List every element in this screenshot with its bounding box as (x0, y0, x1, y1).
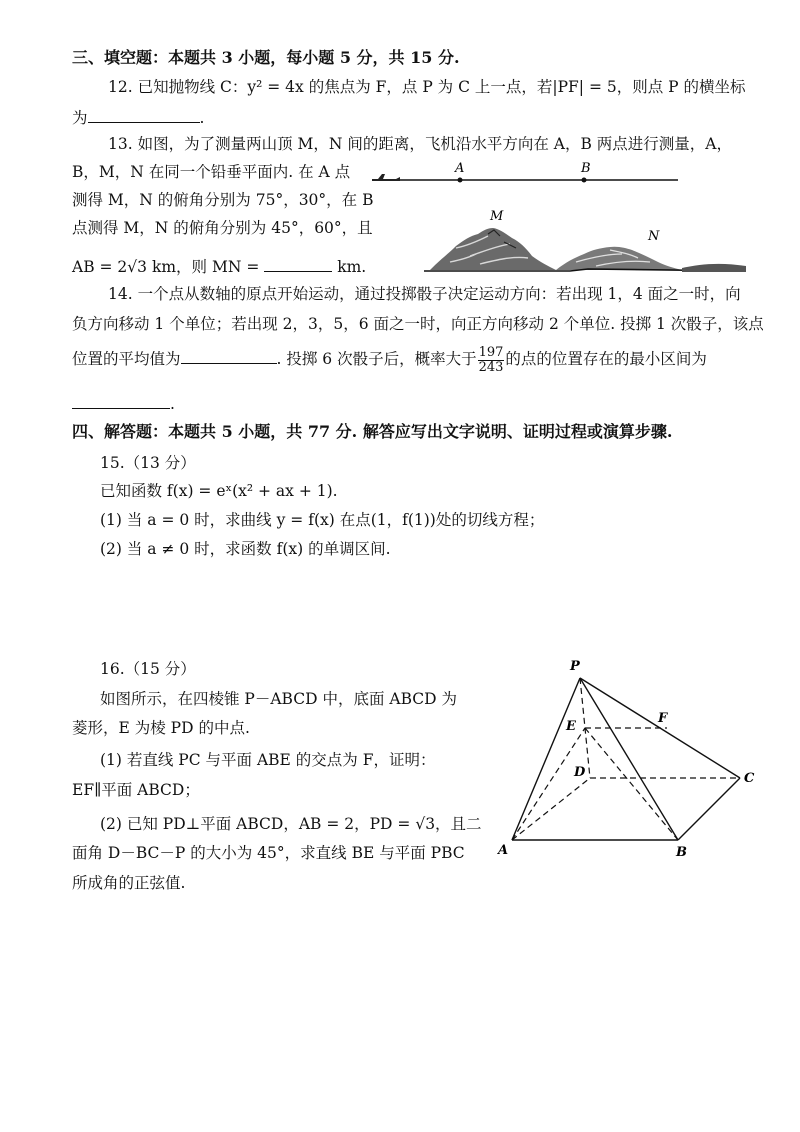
edge-ad (512, 778, 590, 840)
q14-fraction-numerator: 197 (478, 345, 504, 360)
q14-line2: 负方向移动 1 个单位；若出现 2，3，5，6 面之一时，向正方向移动 2 个单位. 投掷 1 次骰子，该点 (72, 315, 764, 333)
mountain-n (556, 247, 682, 270)
edge-bc (678, 778, 740, 840)
q14-line3-suffix: 的点的位置存在的最小区间为 (505, 350, 707, 369)
q13-line5-suffix: km. (337, 258, 367, 276)
q14-answer-blank-2 (72, 394, 170, 409)
segment-ae (512, 728, 585, 840)
q12-line2-suffix: . (199, 109, 205, 127)
q12-line2-prefix: 为 (72, 109, 88, 127)
q16-line2: 菱形，E 为棱 PD 的中点. (72, 719, 250, 737)
q14-line3 (72, 346, 707, 374)
q13-line5 (72, 257, 366, 276)
q13-line2: B，M，N 在同一个铅垂平面内. 在 A 点 (72, 163, 351, 181)
q16-line4: EF∥平面 ABCD； (72, 781, 200, 799)
q16-line1: 如图所示，在四棱锥 P－ABCD 中，底面 ABCD 为 (100, 690, 457, 708)
q13-label-a: A (455, 161, 465, 176)
point-b-dot (582, 178, 587, 183)
point-a-dot (458, 178, 463, 183)
q16-label-f: F (658, 711, 668, 726)
ground-hill (682, 264, 746, 272)
q16-number: 16.（15 分） (100, 660, 196, 678)
q16-pyramid-figure (490, 650, 770, 870)
q16-line6: 面角 D－BC－P 的大小为 45°，求直线 BE 与平面 PBC (72, 844, 465, 862)
q13-line4: 点测得 M，N 的俯角分别为 45°，60°，且 (72, 219, 373, 237)
q14-answer-blank-1 (181, 349, 277, 364)
q14-line3-mid: . 投掷 6 次骰子后，概率大于 (276, 350, 477, 369)
edge-pa (512, 678, 580, 840)
section-3-heading: 三、填空题：本题共 3 小题，每小题 5 分，共 15 分. (72, 48, 460, 67)
q16-label-d: D (574, 765, 586, 780)
q16-label-b: B (676, 845, 687, 860)
q14-line3-prefix: 位置的平均值为 (72, 350, 181, 369)
q15-part1: (1) 当 a = 0 时，求曲线 y = f(x) 在点(1，f(1))处的切线方程； (100, 511, 545, 529)
airplane-icon (372, 174, 400, 181)
q16-line5: (2) 已知 PD⊥平面 ABCD，AB = 2，PD = √3，且二 (100, 815, 482, 833)
q13-line5-prefix: AB = 2√3 km，则 MN = (72, 258, 260, 276)
section-4-heading: 四、解答题：本题共 5 小题，共 77 分. 解答应写出文字说明、证明过程或演算步骤. (72, 422, 673, 441)
q13-label-n: N (648, 229, 660, 244)
q14-line4-suffix: . (170, 395, 175, 413)
q13-answer-blank (264, 257, 332, 272)
edge-pb (580, 678, 678, 840)
q14-fraction-denominator: 243 (478, 359, 504, 375)
q14-line4 (72, 394, 175, 413)
q15-part2: (2) 当 a ≠ 0 时，求函数 f(x) 的单调区间. (100, 540, 391, 558)
q12-line1: 12. 已知抛物线 C：y² = 4x 的焦点为 F，点 P 为 C 上一点，若|PF| = 5，则点 P 的横坐标 (108, 78, 746, 96)
mountain-m (430, 228, 556, 270)
q14-fraction (478, 346, 505, 374)
q12-answer-blank (88, 108, 200, 123)
q13-label-b: B (581, 161, 591, 176)
q13-line1: 13. 如图，为了测量两山顶 M，N 间的距离，飞机沿水平方向在 A，B 两点进行测量，A， (108, 135, 732, 153)
q15-given: 已知函数 f(x) = eˣ(x² + ax + 1). (100, 482, 338, 500)
q16-label-e: E (566, 719, 576, 734)
q16-line7: 所成角的正弦值. (72, 874, 186, 892)
q15-number: 15.（13 分） (100, 454, 196, 472)
q16-label-a: A (498, 843, 509, 858)
q16-label-p: P (570, 659, 580, 674)
segment-be (585, 728, 678, 840)
q13-label-m: M (490, 209, 504, 224)
q13-line3: 测得 M，N 的俯角分别为 75°，30°，在 B (72, 191, 374, 209)
q16-line3: (1) 若直线 PC 与平面 ABE 的交点为 F，证明： (100, 751, 436, 769)
q12-line2 (72, 108, 204, 127)
q13-mountain-figure (360, 158, 750, 283)
q14-line1: 14. 一个点从数轴的原点开始运动，通过投掷骰子决定运动方向：若出现 1，4 面之一时，向 (108, 285, 741, 303)
q16-label-c: C (744, 771, 755, 786)
